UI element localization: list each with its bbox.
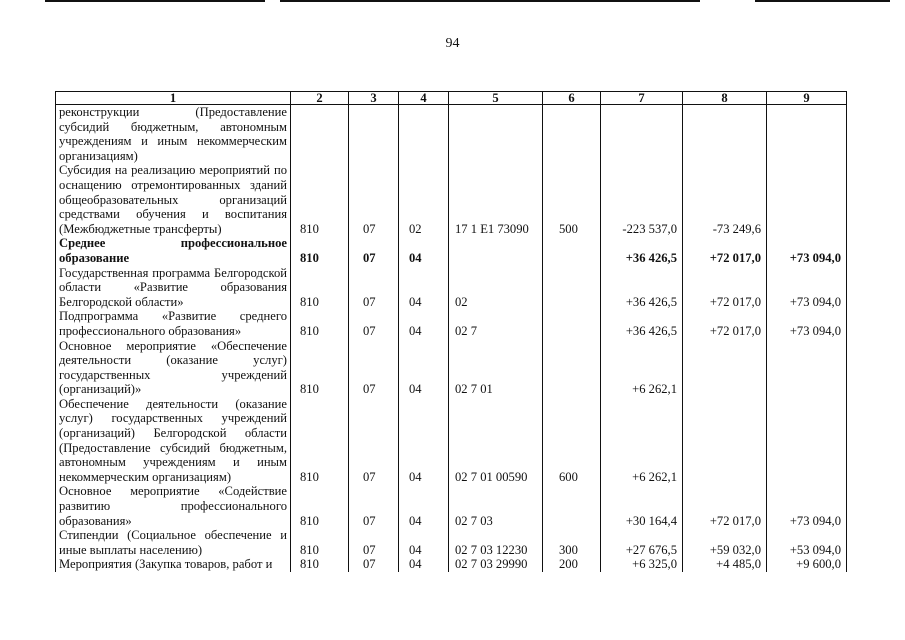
row-description: Обеспечение деятельности (оказание услуг) государственных учреждений (организаций) Белгородской области (Предоставление субсидий бюджетным, автономным учреждениям и иным некоммерческим организациям) (56, 397, 291, 485)
table-body (56, 105, 847, 573)
amount-col7: +36 426,5 (601, 309, 683, 338)
target-article-code: 02 7 01 (449, 339, 543, 397)
section-code (349, 105, 399, 164)
row-description: Основное мероприятие «Содействие развитию профессионального образования» (56, 484, 291, 528)
section-code: 07 (349, 484, 399, 528)
expense-type-code: 300 (543, 528, 601, 557)
amount-col8: -73 249,6 (683, 163, 767, 236)
row-description: Стипендии (Социальное обеспечение и иные выплаты населению) (56, 528, 291, 557)
amount-col8 (683, 397, 767, 485)
section-code: 07 (349, 309, 399, 338)
amount-col9: +53 094,0 (767, 528, 847, 557)
grbs-code: 810 (291, 397, 349, 485)
amount-col9 (767, 339, 847, 397)
grbs-code: 810 (291, 484, 349, 528)
table-row (56, 528, 847, 557)
amount-col9: +73 094,0 (767, 309, 847, 338)
table-row (56, 105, 847, 164)
amount-col9: +73 094,0 (767, 236, 847, 265)
amount-col7: +6 262,1 (601, 397, 683, 485)
subsection-code: 04 (399, 397, 449, 485)
table-row (56, 484, 847, 528)
top-rule (45, 0, 265, 2)
table-row (56, 236, 847, 265)
row-description: Мероприятия (Закупка товаров, работ и (56, 557, 291, 572)
column-header: 6 (543, 92, 601, 105)
amount-col7: +30 164,4 (601, 484, 683, 528)
table-row (56, 266, 847, 310)
expense-type-code (543, 484, 601, 528)
amount-col8: +59 032,0 (683, 528, 767, 557)
amount-col9: +73 094,0 (767, 484, 847, 528)
section-code: 07 (349, 528, 399, 557)
subsection-code: 04 (399, 339, 449, 397)
section-code: 07 (349, 339, 399, 397)
grbs-code: 810 (291, 266, 349, 310)
subsection-code: 04 (399, 528, 449, 557)
amount-col8 (683, 105, 767, 164)
expense-type-code (543, 339, 601, 397)
amount-col8: +72 017,0 (683, 236, 767, 265)
amount-col7: +6 262,1 (601, 339, 683, 397)
amount-col7: +6 325,0 (601, 557, 683, 572)
subsection-code: 04 (399, 309, 449, 338)
expense-type-code (543, 236, 601, 265)
subsection-code: 04 (399, 484, 449, 528)
target-article-code (449, 236, 543, 265)
top-rule (755, 0, 890, 2)
amount-col7: +36 426,5 (601, 266, 683, 310)
amount-col8 (683, 339, 767, 397)
column-header: 2 (291, 92, 349, 105)
section-code: 07 (349, 236, 399, 265)
subsection-code: 02 (399, 163, 449, 236)
subsection-code (399, 105, 449, 164)
target-article-code: 02 7 03 12230 (449, 528, 543, 557)
amount-col9 (767, 397, 847, 485)
amount-col7: +36 426,5 (601, 236, 683, 265)
amount-col8: +72 017,0 (683, 309, 767, 338)
amount-col8: +4 485,0 (683, 557, 767, 572)
target-article-code: 02 (449, 266, 543, 310)
subsection-code: 04 (399, 266, 449, 310)
row-description: Среднее профессиональное образование (56, 236, 291, 265)
grbs-code: 810 (291, 557, 349, 572)
expense-type-code (543, 105, 601, 164)
expense-type-code: 500 (543, 163, 601, 236)
amount-col9: +9 600,0 (767, 557, 847, 572)
grbs-code: 810 (291, 528, 349, 557)
target-article-code (449, 105, 543, 164)
grbs-code (291, 105, 349, 164)
expense-type-code (543, 266, 601, 310)
section-code: 07 (349, 557, 399, 572)
table-row (56, 339, 847, 397)
amount-col9: +73 094,0 (767, 266, 847, 310)
column-header: 5 (449, 92, 543, 105)
column-header: 7 (601, 92, 683, 105)
amount-col7 (601, 105, 683, 164)
grbs-code: 810 (291, 163, 349, 236)
target-article-code: 02 7 03 (449, 484, 543, 528)
section-code: 07 (349, 397, 399, 485)
target-article-code: 02 7 01 00590 (449, 397, 543, 485)
amount-col9 (767, 105, 847, 164)
table-row (56, 163, 847, 236)
row-description: Основное мероприятие «Обеспечение деятельности (оказание услуг) государственных учреждений (организаций)» (56, 339, 291, 397)
section-code: 07 (349, 163, 399, 236)
grbs-code: 810 (291, 339, 349, 397)
table-row (56, 557, 847, 572)
grbs-code: 810 (291, 309, 349, 338)
amount-col9 (767, 163, 847, 236)
page-number: 94 (445, 36, 460, 51)
amount-col8: +72 017,0 (683, 484, 767, 528)
row-description: Подпрограмма «Развитие среднего профессионального образования» (56, 309, 291, 338)
amount-col7: +27 676,5 (601, 528, 683, 557)
row-description: Государственная программа Белгородской области «Развитие образования Белгородской области» (56, 266, 291, 310)
amount-col8: +72 017,0 (683, 266, 767, 310)
column-header: 8 (683, 92, 767, 105)
section-code: 07 (349, 266, 399, 310)
expense-type-code: 200 (543, 557, 601, 572)
expense-type-code (543, 309, 601, 338)
column-header: 1 (56, 92, 291, 105)
target-article-code: 02 7 (449, 309, 543, 338)
table-header-row (56, 92, 847, 105)
grbs-code: 810 (291, 236, 349, 265)
table-row (56, 309, 847, 338)
row-description: реконструкции (Предоставление субсидий бюджетным, автономным учреждениям и иным некоммерческим организациям) (56, 105, 291, 164)
column-header: 9 (767, 92, 847, 105)
table-row (56, 397, 847, 485)
expense-type-code: 600 (543, 397, 601, 485)
column-header: 4 (399, 92, 449, 105)
subsection-code: 04 (399, 236, 449, 265)
amount-col7: -223 537,0 (601, 163, 683, 236)
column-header: 3 (349, 92, 399, 105)
top-rule (280, 0, 700, 2)
row-description: Субсидия на реализацию мероприятий по оснащению отремонтированных зданий общеобразовательных организаций средствами обучения и воспитания (Межбюджетные трансферты) (56, 163, 291, 236)
budget-table (55, 91, 847, 572)
target-article-code: 17 1 E1 73090 (449, 163, 543, 236)
subsection-code: 04 (399, 557, 449, 572)
target-article-code: 02 7 03 29990 (449, 557, 543, 572)
